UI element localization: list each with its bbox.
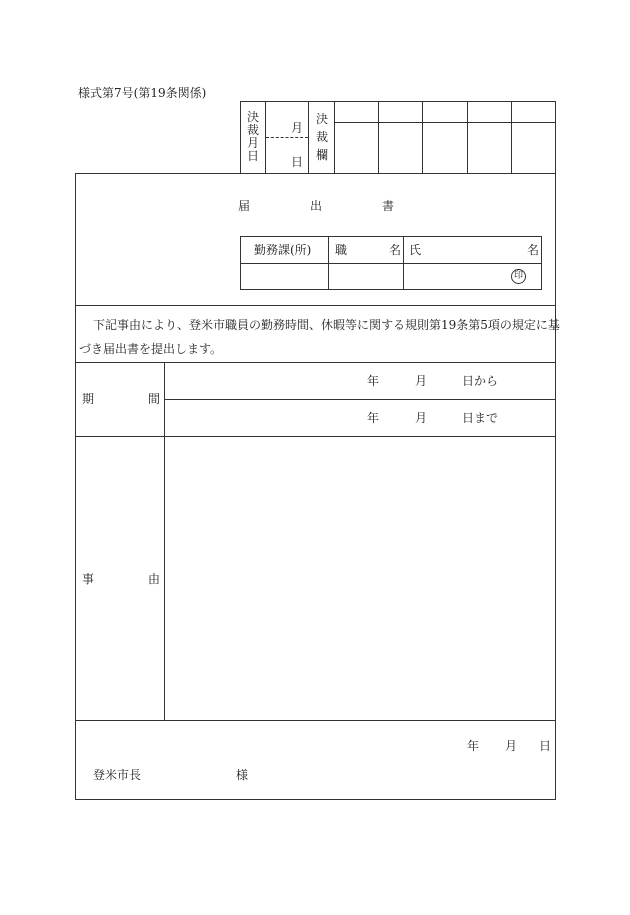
approval-day-label: 日 — [291, 155, 304, 169]
period-label-2: 間 — [148, 392, 161, 406]
name-header-1: 氏 — [409, 243, 422, 257]
job-header-2: 名 — [389, 243, 402, 257]
honorific: 様 — [236, 768, 249, 782]
period-to-suffix: 日まで — [462, 411, 499, 425]
approval-column-label: 決 裁 欄 — [315, 112, 328, 162]
period-from-suffix: 日から — [462, 374, 499, 388]
title-char-1: 届 — [238, 199, 251, 213]
name-field[interactable] — [404, 264, 504, 289]
reason-label-1: 事 — [82, 572, 95, 586]
period-to-month: 月 — [415, 411, 428, 425]
period-from-year: 年 — [367, 374, 380, 388]
period-from-month: 月 — [415, 374, 428, 388]
reason-field[interactable] — [166, 438, 554, 718]
reason-label-2: 由 — [148, 572, 161, 586]
approval-month-label: 月 — [291, 121, 304, 135]
dept-header: 勤務課(所) — [254, 243, 312, 257]
title-char-3: 書 — [382, 199, 395, 213]
period-label-1: 期 — [82, 392, 95, 406]
footer-month: 月 — [505, 739, 518, 753]
addressee: 登米市長 — [93, 768, 142, 782]
job-field[interactable] — [329, 264, 402, 289]
approval-date-label: 決 裁 月 日 — [246, 110, 259, 163]
statement-line-1: 下記事由により、登米市職員の勤務時間、休暇等に関する規則第19条第5項の規定に基 — [93, 318, 560, 332]
statement-line-2: づき届出書を提出します。 — [79, 342, 223, 356]
footer-day: 日 — [539, 739, 552, 753]
name-header-2: 名 — [527, 243, 540, 257]
dept-field[interactable] — [241, 264, 327, 289]
seal-icon: 印 — [511, 269, 526, 284]
period-to-year: 年 — [367, 411, 380, 425]
job-header-1: 職 — [335, 243, 348, 257]
title-char-2: 出 — [310, 199, 323, 213]
footer-year: 年 — [467, 739, 480, 753]
form-number: 様式第7号(第19条関係) — [78, 86, 207, 100]
